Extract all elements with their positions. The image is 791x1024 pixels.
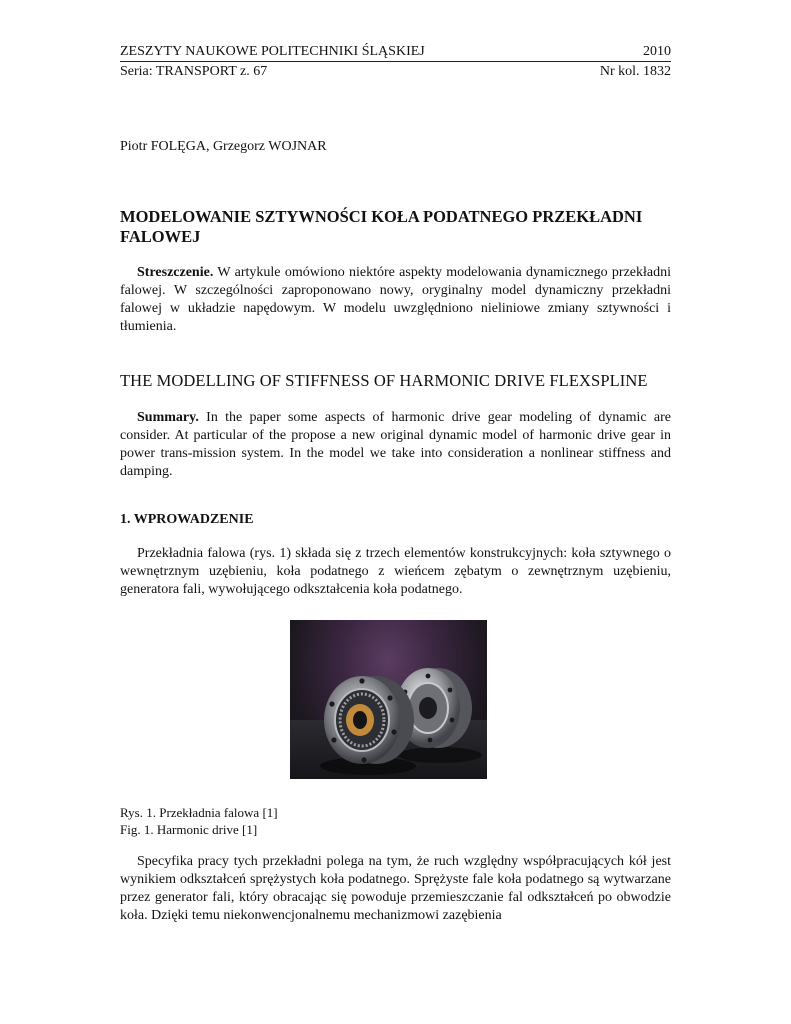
harmonic-drive-illustration [290,620,487,779]
title-english: THE MODELLING OF STIFFNESS OF HARMONIC DRIVE FLEXSPLINE [120,371,648,390]
figure-caption-english: Fig. 1. Harmonic drive [1] [120,822,258,837]
abstract-english-text: In the paper some aspects of harmonic drive gear modeling of dynamic are consider. At particular of the propose a new original dynamic model of harmonic drive gear in power trans-mission system. In the model we take into consideration a nonlinear stiffness and damping. [120,410,671,479]
journal-number: Nr kol. 1832 [599,64,671,79]
title-polish: MODELOWANIE SZTYWNOŚCI KOŁA PODATNEGO PRZEKŁADNI FALOWEJ [120,207,643,246]
journal-year: 2010 [643,44,671,59]
authors: Piotr FOLĘGA, Grzegorz WOJNAR [120,139,327,154]
abstract-polish-text: W artykule omówiono niektóre aspekty modelowania dynamicznego przekładni falowej. W szczególności zaproponowano nowy, oryginalny model dynamiczny przekładni falowej w układzie napędowym. W modelu uwzględniono nieliniowe zmiany sztywności i tłumienia. [120,265,671,334]
journal-name: ZESZYTY NAUKOWE POLITECHNIKI ŚLĄSKIEJ [120,44,425,59]
harmonic-drive-photo [290,620,487,779]
abstract-polish-label: Streszczenie. [137,265,214,280]
journal-series: Seria: TRANSPORT z. 67 [120,64,268,79]
body-paragraph: Specyfika pracy tych przekładni polega na tym, że ruch względny współpracujących kół jest wynikiem odkształceń sprężystych koła podatnego. Sprężyste fale koła podatnego są wytwarzane przez generator fali, który obracając się powoduje przemieszczanie fal odkształceń po obwodzie koła. Dzięki temu niekonwencjonalnemu mechanizmowi zazębienia [120,854,671,923]
figure-caption-polish: Rys. 1. Przekładnia falowa [1] [120,805,278,820]
section-heading: 1. WPROWADZENIE [120,512,254,527]
abstract-polish [120,264,671,336]
header-rule [120,61,671,62]
abstract-english [120,409,671,481]
abstract-english-label: Summary. [137,410,199,425]
intro-paragraph: Przekładnia falowa (rys. 1) składa się z trzech elementów konstrukcyjnych: koła sztywnego o wewnętrznym uzębieniu, koła podatnego z wieńcem zębatym o zewnętrznym uzębieniu, generatora fali, wywołującego odkształcenia koła podatnego. [120,546,671,597]
